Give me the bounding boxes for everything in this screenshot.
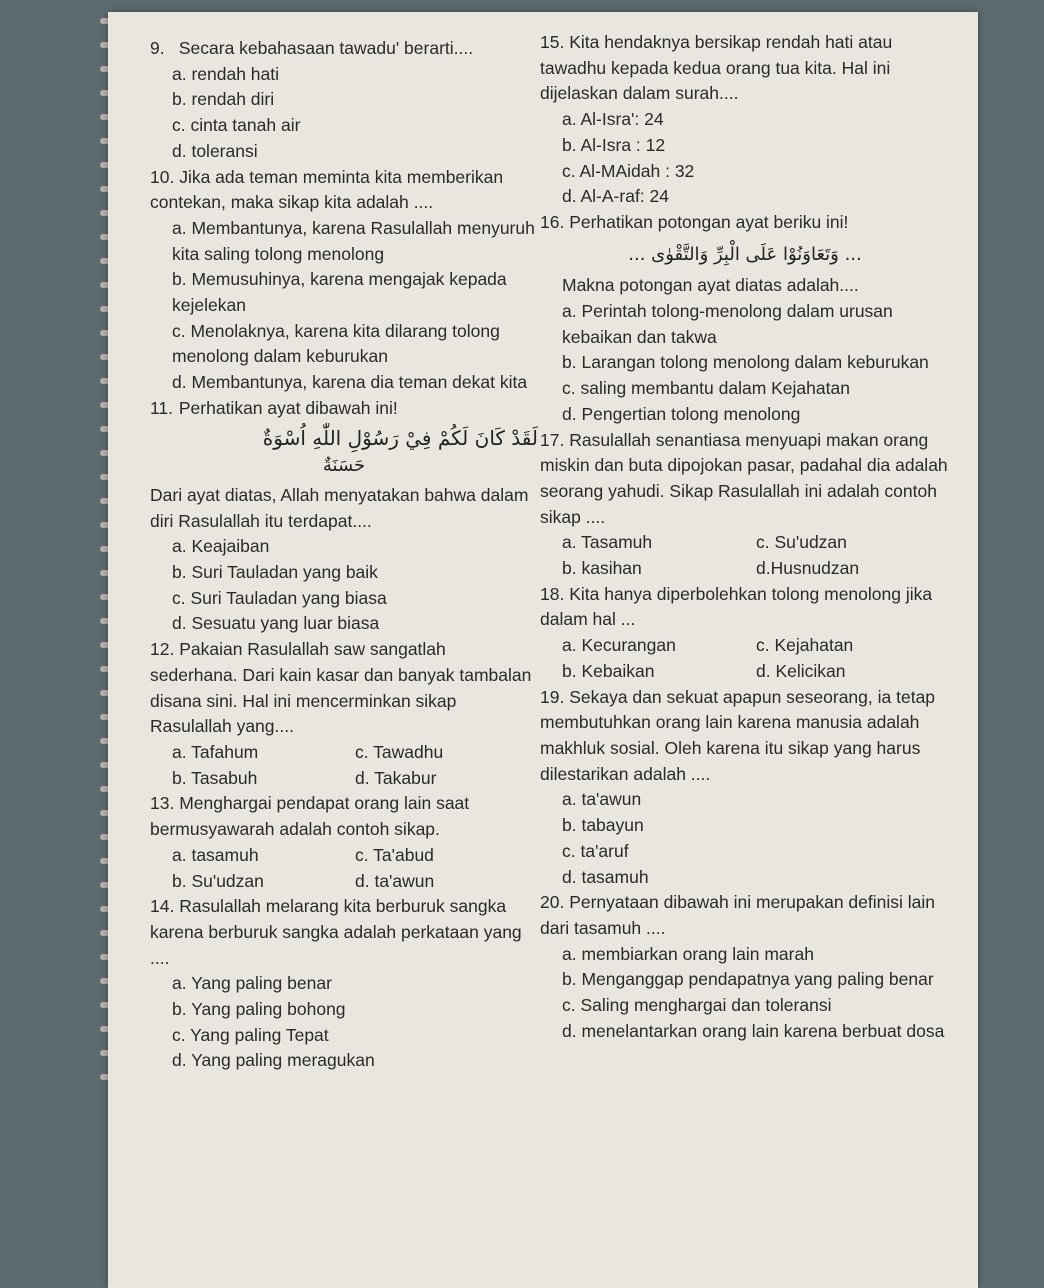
question-text: Menghargai pendapat orang lain saat bermusyawarah adalah contoh sikap. bbox=[150, 793, 470, 840]
question-number: 17. bbox=[540, 429, 565, 450]
question-18 bbox=[540, 582, 950, 685]
question-text: Secara kebahasaan tawadu' berarti.... bbox=[178, 38, 474, 58]
option-c[interactable]: c. Yang paling Tepat bbox=[172, 1024, 329, 1045]
question-14 bbox=[150, 894, 538, 1074]
options bbox=[172, 971, 538, 1074]
question-number: 12. bbox=[150, 639, 175, 660]
arabic-verse: ... وَتَعَاوَنُوْا عَلَى الْبِرِّ وَالتَّقْوٰى ... bbox=[628, 243, 862, 265]
option-c[interactable]: c. Menolaknya, karena kita dilarang tolong menolong dalam keburukan bbox=[172, 320, 500, 367]
option-b[interactable]: b. Kebaikan bbox=[562, 660, 655, 681]
question-number: 19. bbox=[540, 686, 565, 707]
option-b[interactable]: b. kasihan bbox=[562, 558, 642, 579]
question-body: Dari ayat diatas, Allah menyatakan bahwa dalam diri Rasulallah itu terdapat.... bbox=[150, 484, 529, 531]
option-c[interactable]: c. Saling menghargai dan toleransi bbox=[562, 995, 832, 1016]
question-19 bbox=[540, 685, 950, 891]
option-a[interactable]: a. Tafahum bbox=[172, 741, 259, 762]
options bbox=[172, 740, 538, 791]
option-a[interactable]: a. Tasamuh bbox=[562, 532, 653, 553]
option-b[interactable]: b. Memusuhinya, karena mengajak kepada kejelekan bbox=[172, 269, 507, 316]
option-b[interactable]: b. Larangan tolong menolong dalam keburukan bbox=[562, 352, 929, 373]
option-a[interactable]: a. Yang paling benar bbox=[172, 973, 332, 994]
question-body: Makna potongan ayat diatas adalah.... bbox=[562, 275, 859, 296]
option-b[interactable]: b. Yang paling bohong bbox=[172, 999, 346, 1020]
option-d[interactable]: d. tasamuh bbox=[562, 866, 649, 887]
question-text: Rasulallah melarang kita berburuk sangka karena berburuk sangka adalah perkataan yang .... bbox=[150, 896, 522, 968]
option-a[interactable]: a. membiarkan orang lain marah bbox=[562, 943, 814, 964]
option-a[interactable]: a. Keajaiban bbox=[172, 536, 270, 557]
option-c[interactable]: c. saling membantu dalam Kejahatan bbox=[562, 378, 850, 399]
question-number: 13. bbox=[150, 793, 175, 814]
options bbox=[172, 534, 538, 637]
question-text: Kita hanya diperbolehkan tolong menolong jika dalam hal ... bbox=[540, 583, 933, 630]
question-15 bbox=[540, 30, 950, 210]
question-16 bbox=[540, 210, 950, 428]
question-number: 15. bbox=[540, 32, 565, 52]
options bbox=[172, 843, 538, 894]
options bbox=[562, 942, 950, 1045]
question-number: 16. bbox=[540, 211, 565, 232]
question-number: 10. bbox=[150, 166, 175, 187]
option-c[interactable]: c. cinta tanah air bbox=[172, 115, 301, 136]
option-b[interactable]: b. Su'udzan bbox=[172, 870, 264, 891]
option-a[interactable]: a. Al-Isra': 24 bbox=[562, 109, 664, 130]
left-column bbox=[150, 36, 538, 1074]
worksheet-page bbox=[108, 12, 978, 1288]
option-c[interactable]: c. Tawadhu bbox=[355, 741, 444, 762]
option-d[interactable]: d.Husnudzan bbox=[756, 558, 860, 579]
option-c[interactable]: c. Su'udzan bbox=[756, 532, 847, 553]
option-a[interactable]: a. Perintah tolong-menolong dalam urusan kebaikan dan takwa bbox=[562, 301, 893, 347]
option-b[interactable]: b. Tasabuh bbox=[172, 767, 258, 788]
option-d[interactable]: d. toleransi bbox=[172, 140, 258, 161]
question-text: Pernyataan dibawah ini merupakan definisi lain dari tasamuh .... bbox=[540, 892, 935, 938]
question-20 bbox=[540, 890, 950, 1044]
option-b[interactable]: b. rendah diri bbox=[172, 89, 275, 110]
option-c[interactable]: c. Kejahatan bbox=[756, 635, 854, 656]
question-12 bbox=[150, 637, 538, 791]
option-b[interactable]: b. Suri Tauladan yang baik bbox=[172, 562, 378, 583]
option-d[interactable]: d. Sesuatu yang luar biasa bbox=[172, 613, 380, 634]
question-11 bbox=[150, 396, 538, 637]
arabic-verse-line-2: حَسَنَةٌ bbox=[322, 455, 366, 477]
right-column bbox=[540, 30, 950, 1044]
question-text: Pakaian Rasulallah saw sangatlah sederhana. Dari kain kasar dan banyak tambalan disana sini. Hal ini mencerminkan sikap Rasulallah yang.... bbox=[150, 639, 532, 737]
options bbox=[562, 787, 950, 890]
question-number: 9. bbox=[150, 38, 165, 58]
question-number: 14. bbox=[150, 896, 175, 917]
option-a[interactable]: a. Kecurangan bbox=[562, 635, 676, 656]
option-a[interactable]: a. ta'awun bbox=[562, 789, 642, 810]
options bbox=[172, 216, 538, 396]
option-c[interactable]: c. ta'aruf bbox=[562, 840, 629, 861]
question-number: 20. bbox=[540, 892, 565, 913]
option-d[interactable]: d. Al-A-raf: 24 bbox=[562, 186, 669, 207]
options bbox=[562, 633, 950, 684]
question-17 bbox=[540, 428, 950, 582]
question-text: Rasulallah senantiasa menyuapi makan orang miskin dan buta dipojokan pasar, padahal dia adalah seorang yahudi. Sikap Rasulallah ini adalah contoh sikap .... bbox=[540, 429, 948, 527]
question-text: Perhatikan ayat dibawah ini! bbox=[178, 397, 398, 418]
option-c[interactable]: c. Suri Tauladan yang biasa bbox=[172, 587, 387, 608]
option-c[interactable]: c. Ta'abud bbox=[355, 844, 434, 865]
option-d[interactable]: d. menelantarkan orang lain karena berbuat dosa bbox=[562, 1020, 945, 1041]
option-d[interactable]: d. Membantunya, karena dia teman dekat kita bbox=[172, 372, 528, 393]
arabic-verse-line-1: لَقَدْ كَانَ لَكُمْ فِيْ رَسُوْلِ اللّٰهِ اُسْوَةٌ bbox=[262, 425, 538, 450]
question-number: 11. bbox=[150, 397, 174, 418]
question-13 bbox=[150, 791, 538, 894]
option-d[interactable]: d. Yang paling meragukan bbox=[172, 1050, 375, 1071]
options bbox=[562, 107, 950, 210]
option-d[interactable]: d. Kelicikan bbox=[756, 660, 846, 681]
option-d[interactable]: d. ta'awun bbox=[355, 870, 435, 891]
option-a[interactable]: a. rendah hati bbox=[172, 63, 280, 84]
question-10 bbox=[150, 165, 538, 396]
option-d[interactable]: d. Takabur bbox=[355, 767, 437, 788]
question-text: Kita hendaknya bersikap rendah hati atau tawadhu kepada kedua orang tua kita. Hal ini dijelaskan dalam surah.... bbox=[540, 32, 893, 104]
options bbox=[172, 62, 538, 165]
option-d[interactable]: d. Pengertian tolong menolong bbox=[562, 403, 801, 424]
options bbox=[562, 530, 950, 581]
option-c[interactable]: c. Al-MAidah : 32 bbox=[562, 160, 695, 181]
question-number: 18. bbox=[540, 583, 565, 604]
question-text: Jika ada teman meminta kita memberikan contekan, maka sikap kita adalah .... bbox=[150, 166, 504, 213]
option-a[interactable]: a. tasamuh bbox=[172, 844, 259, 865]
question-9 bbox=[150, 36, 538, 165]
options bbox=[562, 299, 950, 428]
option-b[interactable]: b. Al-Isra : 12 bbox=[562, 134, 666, 155]
question-text: Perhatikan potongan ayat beriku ini! bbox=[569, 211, 849, 232]
option-b[interactable]: b. Menganggap pendapatnya yang paling benar bbox=[562, 969, 934, 990]
option-b[interactable]: b. tabayun bbox=[562, 815, 644, 836]
question-text: Sekaya dan sekuat apapun seseorang, ia tetap membutuhkan orang lain karena manusia adalah makhluk sosial. Oleh karena itu sikap yang harus dilestarikan adalah .... bbox=[540, 686, 936, 784]
option-a[interactable]: a. Membantunya, karena Rasulallah menyuruh kita saling tolong menolong bbox=[172, 217, 535, 264]
